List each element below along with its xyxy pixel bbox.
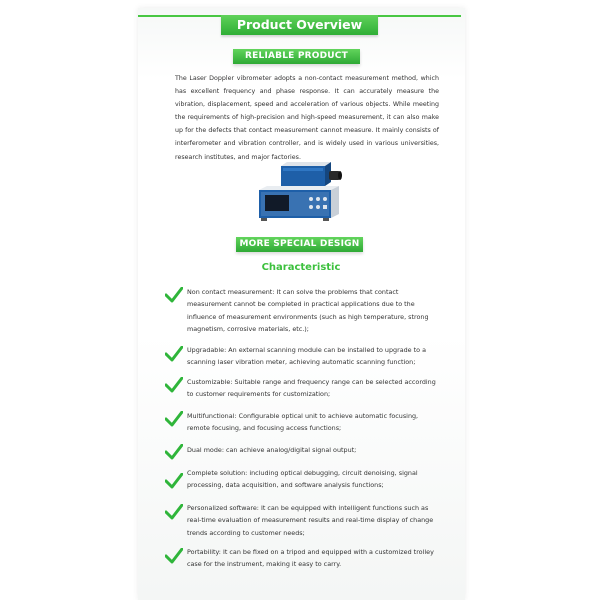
page-title: Product Overview bbox=[221, 15, 378, 35]
knob-icon bbox=[309, 205, 313, 209]
feature-item: Non contact measurement: It can solve the problems that contact measurement cannot be completed in practical applications due to the influence of measurement environments (such as high temperature, strong magnetism, corrosive materials, etc.); bbox=[187, 288, 429, 333]
display-screen bbox=[265, 195, 289, 211]
feature-item: Portability: It can be fixed on a tripod and equipped with a customized trolley case for the instrument, making it easy to carry. bbox=[187, 548, 434, 569]
knob-icon bbox=[316, 205, 320, 209]
knob-icon bbox=[309, 197, 313, 201]
product-description: The Laser Doppler vibrometer adopts a non-contact measurement method, which has excellent frequency and phase response. It can accurately measure the vibration, displacement, speed and acceleration of various objects. While meeting the requirements of high-precision and high-speed measurement, it can also make up for the defects that contact measurement cannot measure. It mainly consists of interferometer and vibration controller, and is widely used in various universities, research institutes, and major factories. bbox=[175, 75, 439, 161]
feature-item: Customizable: Suitable range and frequency range can be selected according to customer requirements for customization; bbox=[187, 378, 436, 399]
knob-icon bbox=[316, 197, 320, 201]
check-icon bbox=[165, 473, 183, 489]
check-icon bbox=[165, 504, 183, 520]
check-icon bbox=[165, 287, 183, 303]
knob-icon bbox=[323, 197, 327, 201]
sensor-head-top bbox=[281, 162, 331, 166]
check-icon bbox=[165, 444, 183, 460]
characteristic-heading: Characteristic bbox=[261, 262, 341, 273]
check-icon bbox=[165, 377, 183, 393]
check-icon bbox=[165, 411, 183, 427]
vibrometer-device-image bbox=[259, 160, 343, 222]
section-banner-design: MORE SPECIAL DESIGN bbox=[236, 237, 363, 252]
feature-item: Multifunctional: Configurable optical unit to achieve automatic focusing, remote focusing, and focusing access functions; bbox=[187, 412, 419, 433]
feature-item: Personalized software: It can be equipped with intelligent functions such as real-time evaluation of measurement results and real-time display of change trends according to customer needs; bbox=[187, 504, 434, 537]
feature-item: Dual mode: can achieve analog/digital signal output; bbox=[187, 446, 357, 454]
section-banner-reliable: RELIABLE PRODUCT bbox=[233, 49, 360, 64]
check-icon bbox=[165, 548, 183, 564]
feature-item: Upgradable: An external scanning module can be installed to upgrade to a scanning laser vibration meter, achieving automatic scanning function; bbox=[187, 346, 427, 367]
check-icon bbox=[165, 346, 183, 362]
feature-item: Complete solution: including optical debugging, circuit denoising, signal processing, data acquisition, and software analysis functions; bbox=[187, 469, 418, 490]
